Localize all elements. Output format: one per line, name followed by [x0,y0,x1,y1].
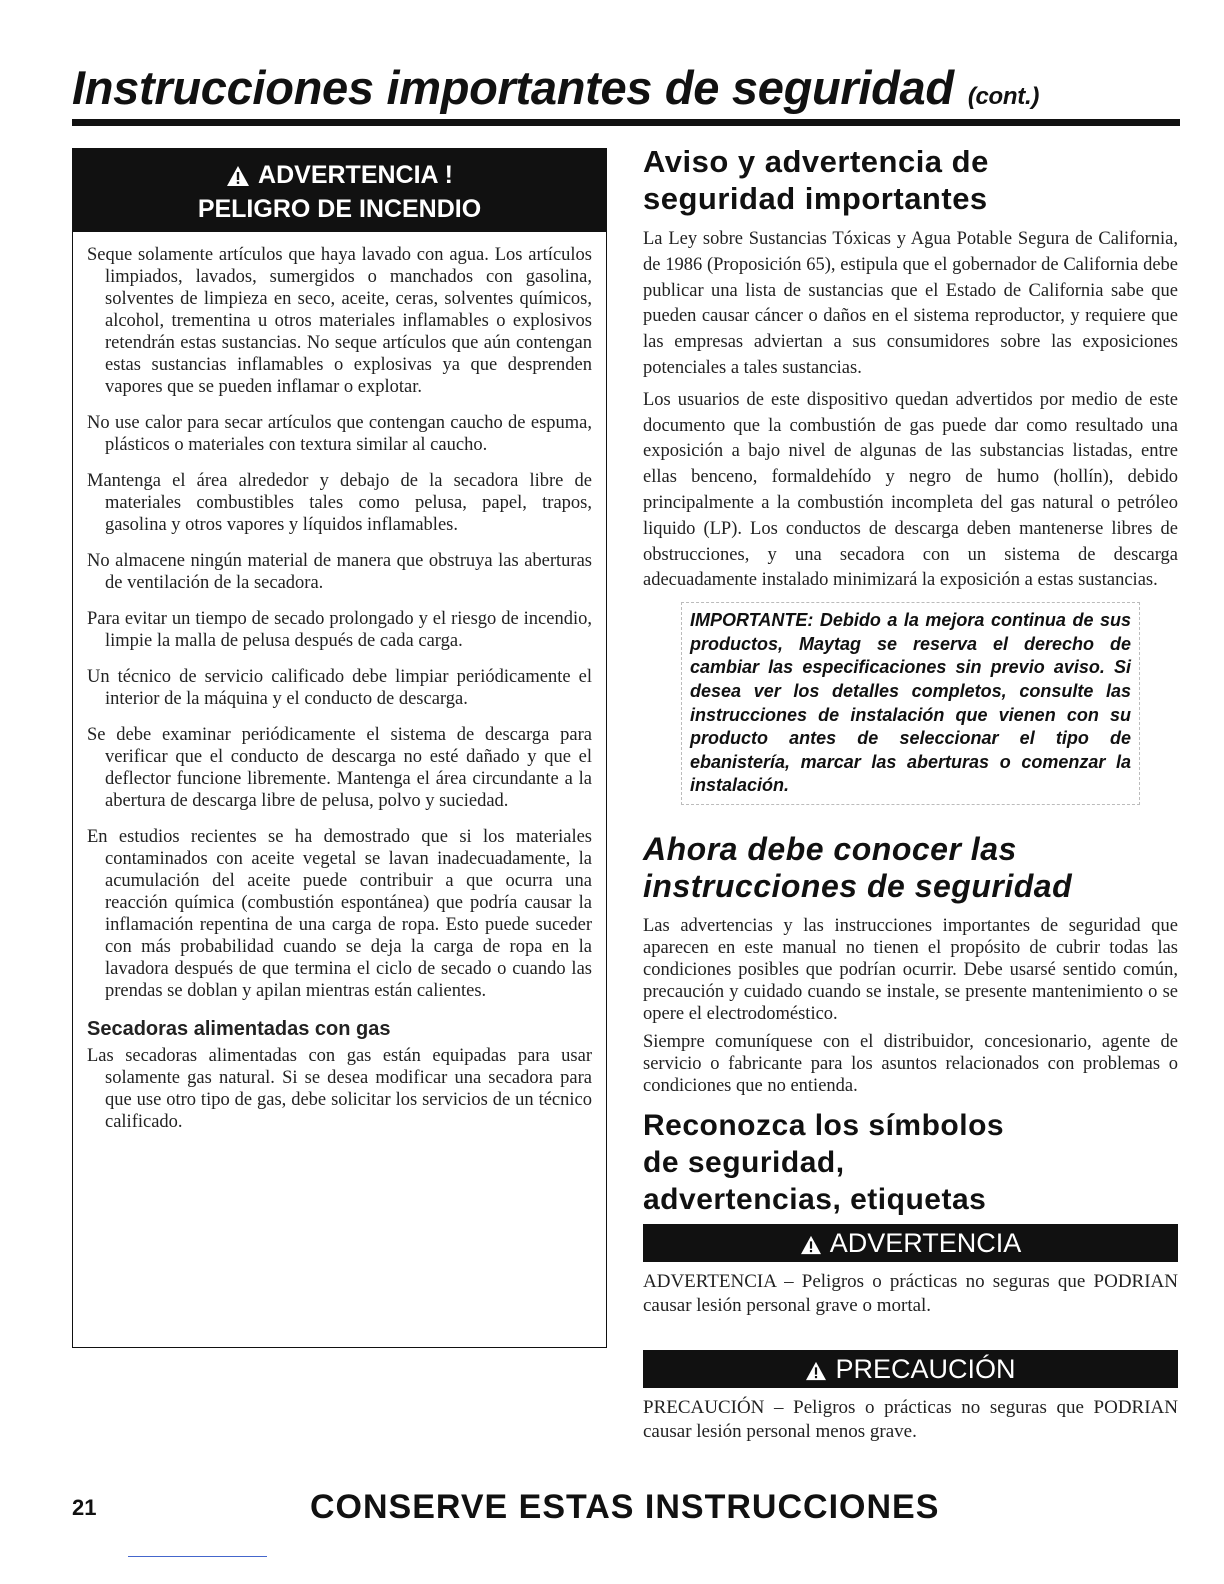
aviso-heading-line2: seguridad importantes [643,181,988,216]
warning-paragraph: Mantenga el área alrededor y debajo de la secadora libre de materiales combustibles tales como pelusa, papel, trapos, gasolina y otros vapores y líquidos inflamables. [87,471,592,535]
warning-title: ADVERTENCIA ! [258,161,453,189]
precaucion-definition [643,1396,1178,1444]
advertencia-text: – Peligros o prácticas no seguras que [775,1270,1094,1292]
aviso-heading-line1: Aviso y advertencia de [643,144,989,179]
gas-dryers-heading: Secadoras alimentadas con gas [87,1018,391,1040]
precaucion-label-text: PRECAUCIÓN [835,1353,1016,1384]
gas-dryers-text: Las secadoras alimentadas con gas están equipadas para usar solamente gas natural. Si se desea modificar una secadora para que use otro tipo de gas, debe solicitar los servicios de un técnico calificado. [87,1046,592,1132]
precaucion-end: causar lesión personal menos grave. [643,1420,917,1442]
ahora-paragraph-1: Las advertencias y las instrucciones importantes de seguridad que aparecen en este manual no tienen el propósito de cubrir todas las condiciones posibles que podrían ocurrir. Debe usarsé sentido común, precaución y cuidado cuando se instale, se presente mantenimiento o se opere el electrodoméstico. [643,915,1178,1024]
warning-header-line1 [73,158,606,192]
reconozca-heading-line1: Reconozca los símbolos [643,1108,1005,1142]
warning-triangle-icon [800,1235,822,1255]
precaucion-podrian: PODRIAN [1093,1396,1178,1418]
reconozca-heading-line2: de seguridad, [643,1145,845,1179]
warning-paragraph: No almacene ningún material de manera que obstruya las aberturas de ventilación de la secadora. [87,551,592,593]
advertencia-definition [643,1270,1178,1318]
right-column [643,143,1178,1444]
warning-body [73,232,606,1133]
important-label: IMPORTANTE: [690,610,814,631]
reconozca-heading [643,1107,1178,1218]
warning-subtitle: PELIGRO DE INCENDIO [197,195,482,223]
warning-paragraph: No use calor para secar artículos que contengan caucho de espuma, plásticos o materiales con textura similar al caucho. [87,413,592,455]
warning-triangle-icon [805,1361,827,1381]
warning-paragraph: En estudios recientes se ha demostrado que si los materiales contaminados con aceite vegetal se lavan inadecuadamente, la acumulación del aceite puede contribuir a que ocurra una reacción química (combustión espontánea) que podría causar la inflamación repentina de una carga de ropa. Esto puede suceder con más probabilidad cuando se deja la carga de ropa en la lavadora después de que termina el ciclo de secado o cuando las prendas se doblan y apilan mientras están calientes. [87,827,592,1001]
precaucion-text: – Peligros o prácticas no seguras que [764,1396,1094,1418]
ahora-heading-line1: Ahora debe conocer las [643,830,1017,867]
page-title-text: Instrucciones importantes de seguridad [72,61,954,114]
warning-triangle-icon [226,165,250,187]
title-rule [72,119,1180,126]
important-note [681,602,1140,805]
page-title-suffix: (cont.) [967,83,1040,110]
important-text: Debido a la mejora continua de sus productos, Maytag se reserva el derecho de cambiar las especificaciones sin previo aviso. Si desea ver los detalles completos, consulte las instrucciones de instalación que vienen con su producto antes de seleccionar el tipo de ebanistería, marcar las aberturas o comenzar la instalación. [690,610,1131,796]
aviso-paragraph-2: Los usuarios de este dispositivo quedan advertidos por medio de este documento que la combustión de gas puede dar como resultado una exposición a bajo nivel de algunas de las substancias listadas, entre ellas benceno, formaldehído y negro de humo (hollín), debido principalmente a la combustión incompleta del gas natural o petróleo liquido (LP). Los conductos de descarga deben mantenerse libres de obstrucciones, y una secadora con un sistema de descarga adecuadamente instalado minimizará la exposición a estas sustancias. [643,389,1178,591]
page-number: 21 [72,1495,97,1520]
warning-paragraph: Un técnico de servicio calificado debe limpiar periódicamente el interior de la máquina y el conducto de descarga. [87,667,592,709]
footer-divider [128,1556,267,1557]
reconozca-heading-line3: advertencias, etiquetas [643,1182,987,1216]
ahora-heading-line2: instrucciones de seguridad [643,867,1073,904]
warning-header [73,149,606,232]
advertencia-label [643,1224,1178,1262]
fire-warning-box [72,148,607,1348]
warning-paragraph: Se debe examinar periódicamente el sistema de descarga para verificar que el conducto de descarga no esté dañado y que el deflector funcione libremente. Mantenga el área circundante a la abertura de descarga libre de pelusa, polvo y suciedad. [87,725,592,811]
warning-paragraph: Seque solamente artículos que haya lavado con agua. Los artículos limpiados, lavados, sumergidos o manchados con gasolina, solventes de limpieza en seco, aceite, ceras, solventes químicos, alcohol, trementina u otros materiales inflamables o explosivos retendrán estas sustancias. No seque artículos que aún contengan estas sustancias inflamables o explosivas ya que desprenden vapores que se pueden inflamar o explotar. [87,245,592,397]
ahora-paragraph-2: Siempre comuníquese con el distribuidor, concesionario, agente de servicio o fabricante para los asuntos relacionados con problemas o condiciones que no entienda. [643,1031,1178,1096]
aviso-paragraph-1: La Ley sobre Sustancias Tóxicas y Agua Potable Segura de California, de 1986 (Proposición 65), estipula que el gobernador de California debe publicar una lista de sustancias que el Estado de California sabe que pueden causar cáncer o daños en el sistema reproductor, y requiere que las empresas adviertan a sus consumidores sobre las exposiciones potenciales a tales sustancias. [643,229,1178,378]
footer-text: CONSERVE ESTAS INSTRUCCIONES [310,1488,940,1526]
precaucion-label [643,1350,1178,1388]
advertencia-term: ADVERTENCIA [643,1270,776,1292]
aviso-heading [643,143,1178,217]
ahora-heading [643,831,1178,905]
advertencia-end: causar lesión personal grave o mortal. [643,1294,932,1316]
warning-paragraph: Para evitar un tiempo de secado prolongado y el riesgo de incendio, limpie la malla de pelusa después de cada carga. [87,609,592,651]
advertencia-label-text: ADVERTENCIA [829,1227,1022,1258]
advertencia-podrian: PODRIAN [1093,1270,1178,1292]
page-title [72,58,1182,127]
precaucion-term: PRECAUCIÓN [643,1396,765,1418]
